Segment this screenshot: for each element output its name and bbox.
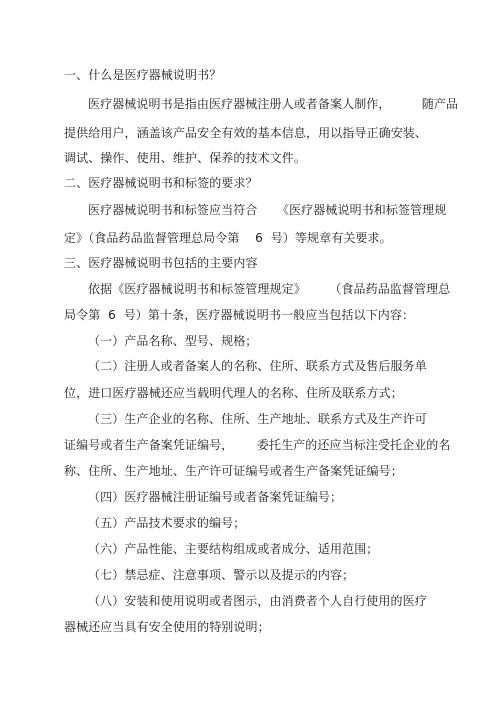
paragraph-line: 定》（食品药品监督管理总局令第 6 号）等规章有关要求。: [64, 231, 392, 245]
list-item-continuation: 称、住所、生产地址、生产许可证编号或者生产备案凭证编号；: [64, 464, 403, 478]
list-item: （二）注册人或者备案人的名称、住所、联系方式及售后服务单: [88, 359, 427, 373]
list-item: （四）医疗器械注册证编号或者备案凭证编号；: [88, 490, 343, 504]
paragraph-line: 调试、操作、使用、维护、保养的技术文件。: [64, 151, 307, 165]
list-item-continuation: 器械还应当具有安全使用的特别说明；: [64, 620, 270, 634]
paragraph-line: 局令第 6 号）第十条，医疗器械说明书一般应当包括以下内容：: [64, 308, 415, 322]
list-item-continuation: 位，进口医疗器械还应当载明代理人的名称、住所及联系方式；: [64, 386, 403, 400]
list-item: （八）安装和使用说明或者图示，由消费者个人自行使用的医疗: [88, 594, 427, 608]
paragraph-line: 医疗器械说明书是指由医疗器械注册人或者备案人制作， 随产品: [88, 97, 459, 111]
paragraph-line: 依据《医疗器械说明书和标签管理规定》 （食品药品监督管理总: [88, 282, 451, 296]
list-item: （三）生产企业的名称、住所、生产地址、联系方式及生产许可: [88, 412, 427, 426]
heading-2: 二、医疗器械说明书和标签的要求？: [64, 176, 258, 190]
list-item: （六）产品性能、主要结构组成或者成分、适用范围；: [88, 542, 379, 556]
paragraph-line: 提供给用户，涵盖该产品安全有效的基本信息，用以指导正确安装、: [64, 126, 428, 140]
heading-1: 一、什么是医疗器械说明书？: [64, 68, 222, 82]
list-item: （一）产品名称、型号、规格；: [88, 334, 258, 348]
paragraph-line: 医疗器械说明书和标签应当符合 《医疗器械说明书和标签管理规: [88, 203, 447, 217]
heading-3: 三、医疗器械说明书包括的主要内容: [64, 256, 258, 270]
list-item: （五）产品技术要求的编号；: [88, 516, 246, 530]
list-item: （七）禁忌症、注意事项、警示以及提示的内容；: [88, 568, 355, 582]
list-item-continuation: 证编号或者生产备案凭证编号， 委托生产的还应当标注受托企业的名: [64, 438, 451, 452]
